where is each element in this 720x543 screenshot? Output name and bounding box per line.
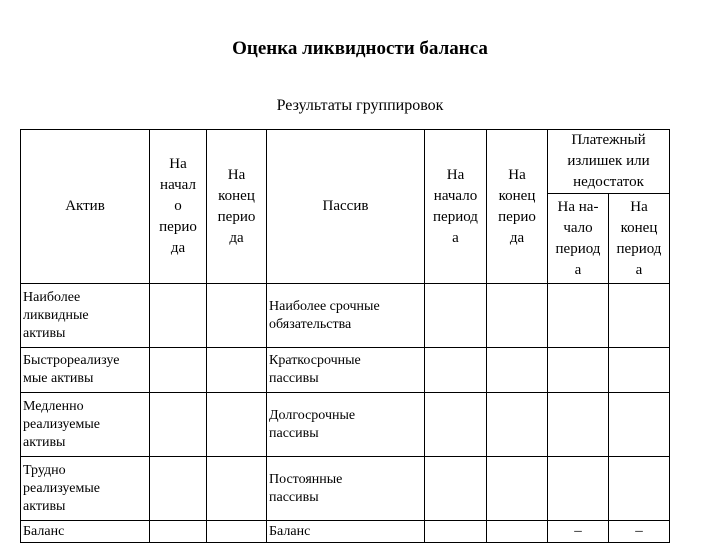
header-payment-end: На конец период а [609, 194, 670, 284]
header-aktiv-end: На конец перио да [207, 130, 267, 284]
row-passiv: Постоянные пассивы [267, 457, 425, 521]
row-aktiv: Баланс [21, 521, 150, 543]
row-passiv-start [425, 348, 487, 393]
row-passiv-end [487, 393, 548, 457]
header-passiv: Пассив [267, 130, 425, 284]
row-passiv: Краткосрочные пассивы [267, 348, 425, 393]
row-pay-start [548, 348, 609, 393]
row-aktiv: Трудно реализуемые активы [21, 457, 150, 521]
row-pay-start: – [548, 521, 609, 543]
row-aktiv-start [150, 457, 207, 521]
page-title: Оценка ликвидности баланса [232, 38, 488, 59]
row-aktiv-end [207, 348, 267, 393]
row-passiv: Наиболее срочные обязательства [267, 284, 425, 348]
row-aktiv-end [207, 393, 267, 457]
header-payment-start: На на- чало период а [548, 194, 609, 284]
row-pay-start [548, 284, 609, 348]
header-aktiv-start: На начал о перио да [150, 130, 207, 284]
row-pay-start [548, 457, 609, 521]
row-aktiv-end [207, 521, 267, 543]
subtitle: Результаты группировок [276, 97, 444, 114]
row-pay-end [609, 457, 670, 521]
row-passiv-start [425, 284, 487, 348]
row-passiv-start [425, 457, 487, 521]
row-aktiv-start [150, 284, 207, 348]
liquidity-table [20, 129, 670, 543]
row-pay-start [548, 393, 609, 457]
row-pay-end [609, 348, 670, 393]
row-passiv: Баланс [267, 521, 425, 543]
row-passiv-end [487, 457, 548, 521]
row-aktiv: Наиболее ликвидные активы [21, 284, 150, 348]
row-pay-end [609, 393, 670, 457]
row-passiv-end [487, 348, 548, 393]
row-aktiv-end [207, 457, 267, 521]
row-pay-end [609, 284, 670, 348]
row-passiv-end [487, 284, 548, 348]
row-passiv-start [425, 393, 487, 457]
row-aktiv-end [207, 284, 267, 348]
row-passiv-start [425, 521, 487, 543]
row-aktiv-start [150, 521, 207, 543]
row-passiv-end [487, 521, 548, 543]
row-aktiv-start [150, 393, 207, 457]
header-passiv-end: На конец перио да [487, 130, 548, 284]
row-aktiv: Медленно реализуемые активы [21, 393, 150, 457]
row-aktiv: Быстрореализуе мые активы [21, 348, 150, 393]
header-payment: Платежный излишек или недостаток [548, 130, 670, 194]
header-passiv-start: На начало период а [425, 130, 487, 284]
header-aktiv: Актив [21, 130, 150, 284]
row-passiv: Долгосрочные пассивы [267, 393, 425, 457]
row-pay-end: – [609, 521, 670, 543]
row-aktiv-start [150, 348, 207, 393]
